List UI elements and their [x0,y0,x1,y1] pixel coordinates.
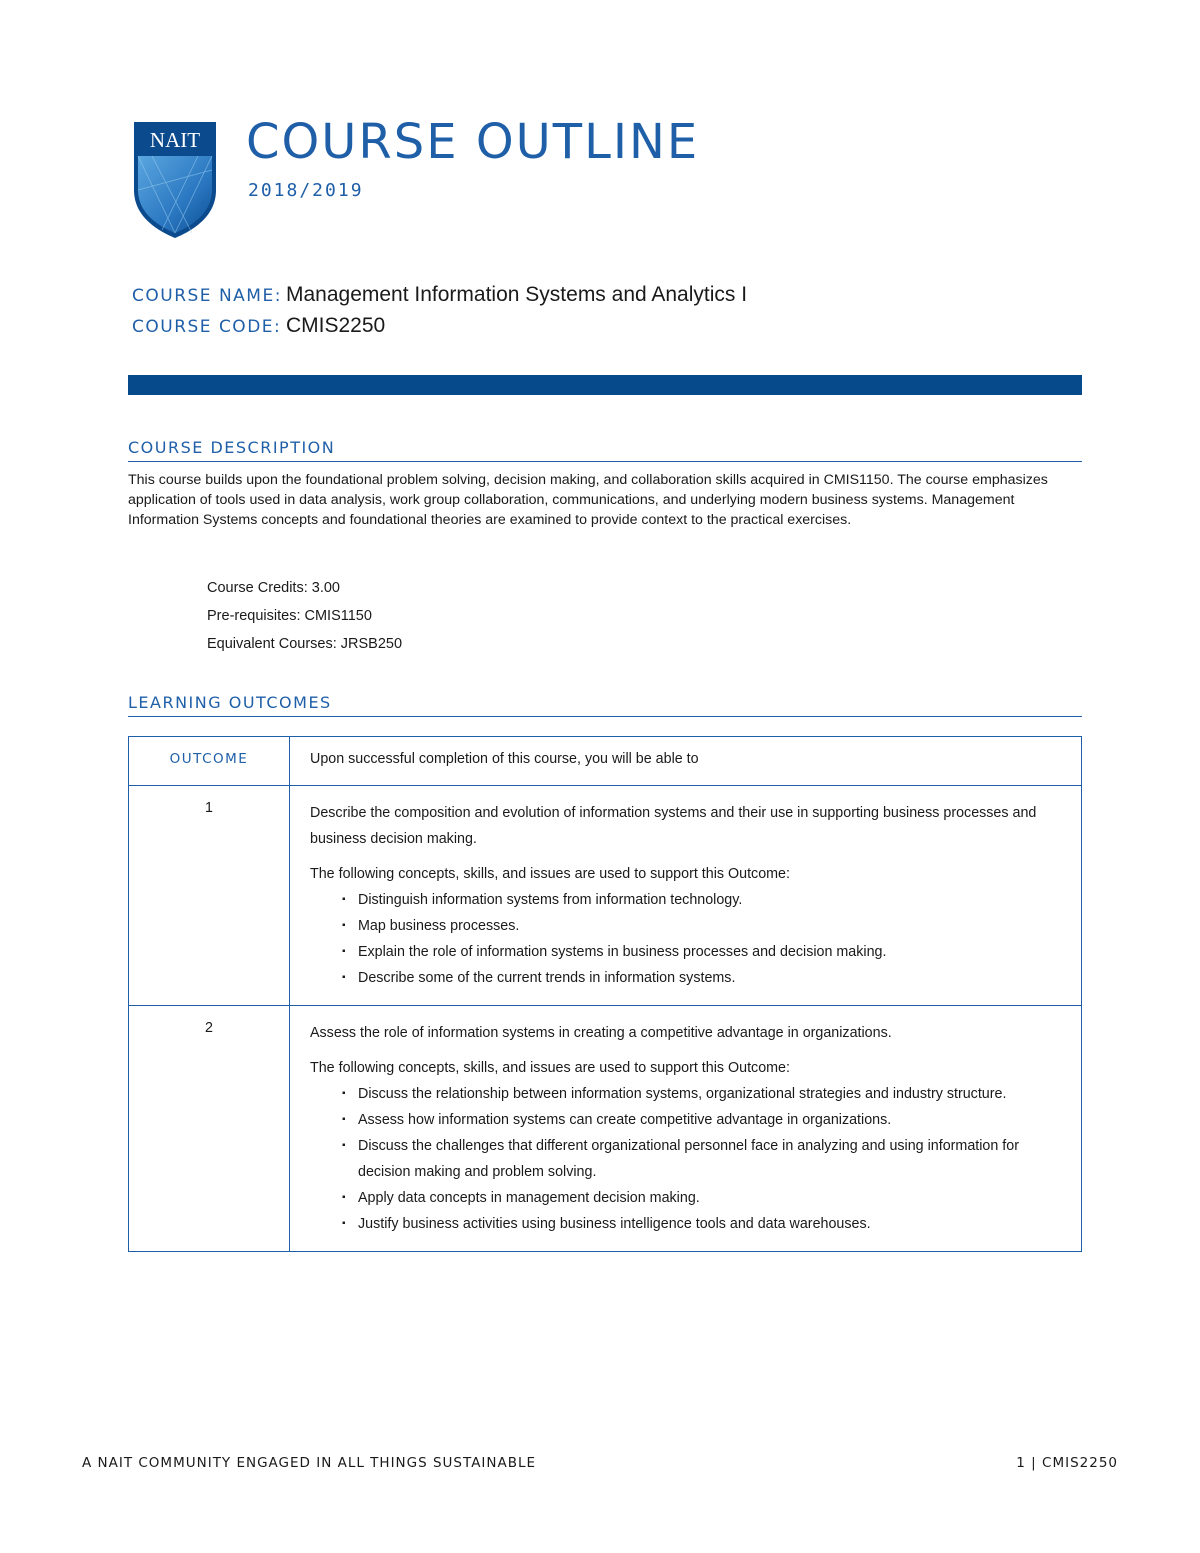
course-name-label: COURSE NAME: [132,286,282,306]
list-item: ▪ Distinguish information systems from information technology. [358,887,1061,913]
outcome-statement: Assess the role of information systems in creating a competitive advantage in organizations. [310,1025,892,1041]
logo-text: NAIT [149,128,201,152]
course-description-text: This course builds upon the foundational problem solving, decision making, and collaboration skills acquired in CMIS1150. The course emphasizes application of tools used in data analysis, work group collaboration, communications, and underlying modern business systems. Management Information Systems concepts and foundational theories are examined to provide context to the practical exercises. [128,472,1048,528]
learning-outcomes-heading: LEARNING OUTCOMES [128,693,1082,717]
list-item: ▪ Discuss the relationship between information systems, organizational strategies and industry structure. [358,1081,1061,1107]
list-item: ▪ Describe some of the current trends in information systems. [358,965,1061,991]
list-item: ▪ Apply data concepts in management decision making. [358,1185,1061,1211]
table-row [129,1006,1082,1252]
nait-logo [132,120,218,240]
course-description-heading: COURSE DESCRIPTION [128,438,1082,462]
table-header-row [129,737,1082,786]
outcome-body [290,1006,1082,1252]
course-name-row [132,283,747,307]
list-item: ▪ Assess how information systems can create competitive advantage in organizations. [358,1107,1061,1133]
footer-page-number: 1 | CMIS2250 [1016,1455,1118,1471]
course-code-label: COURSE CODE: [132,317,282,337]
list-item: ▪ Discuss the challenges that different organizational personnel face in analyzing and using information for decision making and problem solving. [358,1133,1061,1185]
outcome-number: 1 [129,786,290,1006]
list-item: ▪ Map business processes. [358,913,1061,939]
list-item: ▪ Justify business activities using business intelligence tools and data warehouses. [358,1211,1061,1237]
page-title: COURSE OUTLINE [246,114,700,170]
course-prerequisites: Pre-requisites: CMIS1150 [207,608,372,624]
list-item: ▪ Explain the role of information systems in business processes and decision making. [358,939,1061,965]
academic-year: 2018/2019 [248,180,364,201]
header-divider-bar [128,375,1082,395]
outcome-number: 2 [129,1006,290,1252]
outcome-items [310,1081,1061,1237]
course-equivalents: Equivalent Courses: JRSB250 [207,636,403,652]
outcome-column-header: OUTCOME [129,737,290,786]
outcome-statement: Describe the composition and evolution of information systems and their use in supporting business processes and business decision making. [310,805,1037,847]
course-code-value: CMIS2250 [286,314,386,337]
course-credits: Course Credits: 3.00 [207,580,340,596]
table-row [129,786,1082,1006]
learning-outcomes-table [128,736,1082,1252]
course-name-value: Management Information Systems and Analytics I [286,283,748,306]
outcome-intro: The following concepts, skills, and issues are used to support this Outcome: [310,866,790,882]
outcome-items [310,887,1061,991]
course-code-row [132,314,385,338]
outcome-body [290,786,1082,1006]
description-column-header: Upon successful completion of this course, you will be able to [290,737,1082,786]
outcome-intro: The following concepts, skills, and issues are used to support this Outcome: [310,1060,790,1076]
course-details [207,574,402,658]
footer-tagline: A NAIT COMMUNITY ENGAGED IN ALL THINGS SUSTAINABLE [82,1455,537,1471]
